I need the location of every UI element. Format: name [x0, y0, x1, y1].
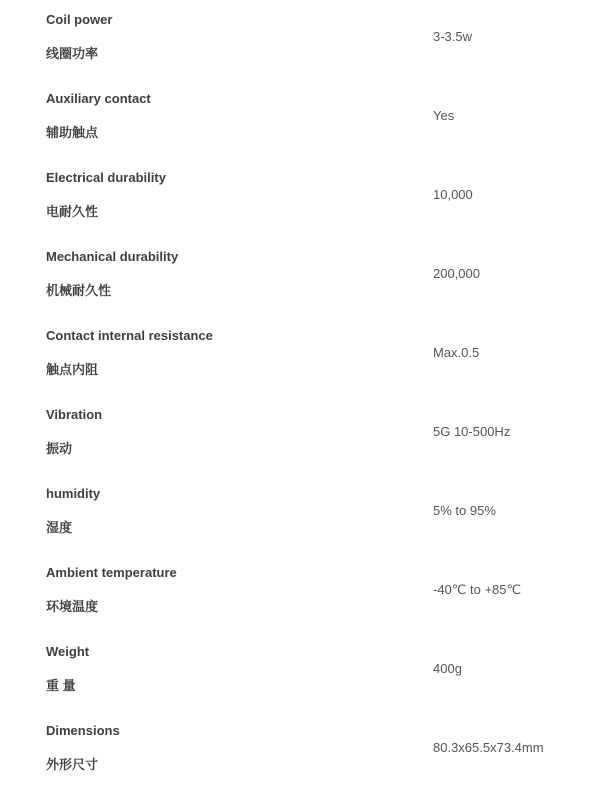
spec-label-cn: 机械耐久性	[46, 283, 112, 298]
spec-value: 80.3x65.5x73.4mm	[433, 740, 544, 755]
spec-label-en: Vibration	[46, 407, 103, 422]
spec-row-coil-power	[0, 0, 592, 79]
spec-label-cn: 触点内阻	[46, 362, 99, 377]
spec-value: Max.0.5	[433, 345, 480, 360]
spec-label-cn: 电耐久性	[46, 204, 99, 219]
spec-value: 200,000	[433, 266, 480, 281]
spec-row-electrical-durability	[0, 158, 592, 237]
spec-row-mechanical-durability	[0, 237, 592, 316]
spec-value: -40℃ to +85℃	[433, 582, 522, 597]
spec-label-cn: 振动	[46, 441, 73, 456]
spec-value: 3-3.5w	[433, 29, 473, 44]
spec-label-cn: 环境温度	[46, 599, 99, 614]
spec-value: 10,000	[433, 187, 473, 202]
spec-row-humidity	[0, 474, 592, 553]
spec-value: Yes	[433, 108, 455, 123]
spec-label-en: Ambient temperature	[46, 565, 177, 580]
spec-label-cn: 线圈功率	[46, 46, 99, 61]
spec-row-vibration	[0, 395, 592, 474]
spec-row-auxiliary-contact	[0, 79, 592, 158]
spec-label-cn: 重 量	[46, 678, 76, 693]
spec-row-dimensions	[0, 711, 592, 790]
spec-label-cn: 外形尺寸	[46, 757, 99, 772]
spec-value: 5G 10-500Hz	[433, 424, 511, 439]
spec-value: 5% to 95%	[433, 503, 496, 518]
spec-label-en: Electrical durability	[46, 170, 166, 185]
spec-label-en: Auxiliary contact	[46, 91, 151, 106]
spec-label-en: Contact internal resistance	[46, 328, 213, 343]
spec-label-en: Coil power	[46, 12, 113, 27]
spec-row-weight	[0, 632, 592, 711]
spec-label-en: humidity	[46, 486, 101, 501]
spec-row-ambient-temperature	[0, 553, 592, 632]
spec-label-en: Mechanical durability	[46, 249, 179, 264]
spec-label-en: Dimensions	[46, 723, 120, 738]
spec-label-cn: 辅助触点	[46, 125, 99, 140]
spec-label-en: Weight	[46, 644, 90, 659]
spec-label-cn: 湿度	[46, 520, 73, 535]
spec-row-contact-resistance	[0, 316, 592, 395]
spec-value: 400g	[433, 661, 462, 676]
